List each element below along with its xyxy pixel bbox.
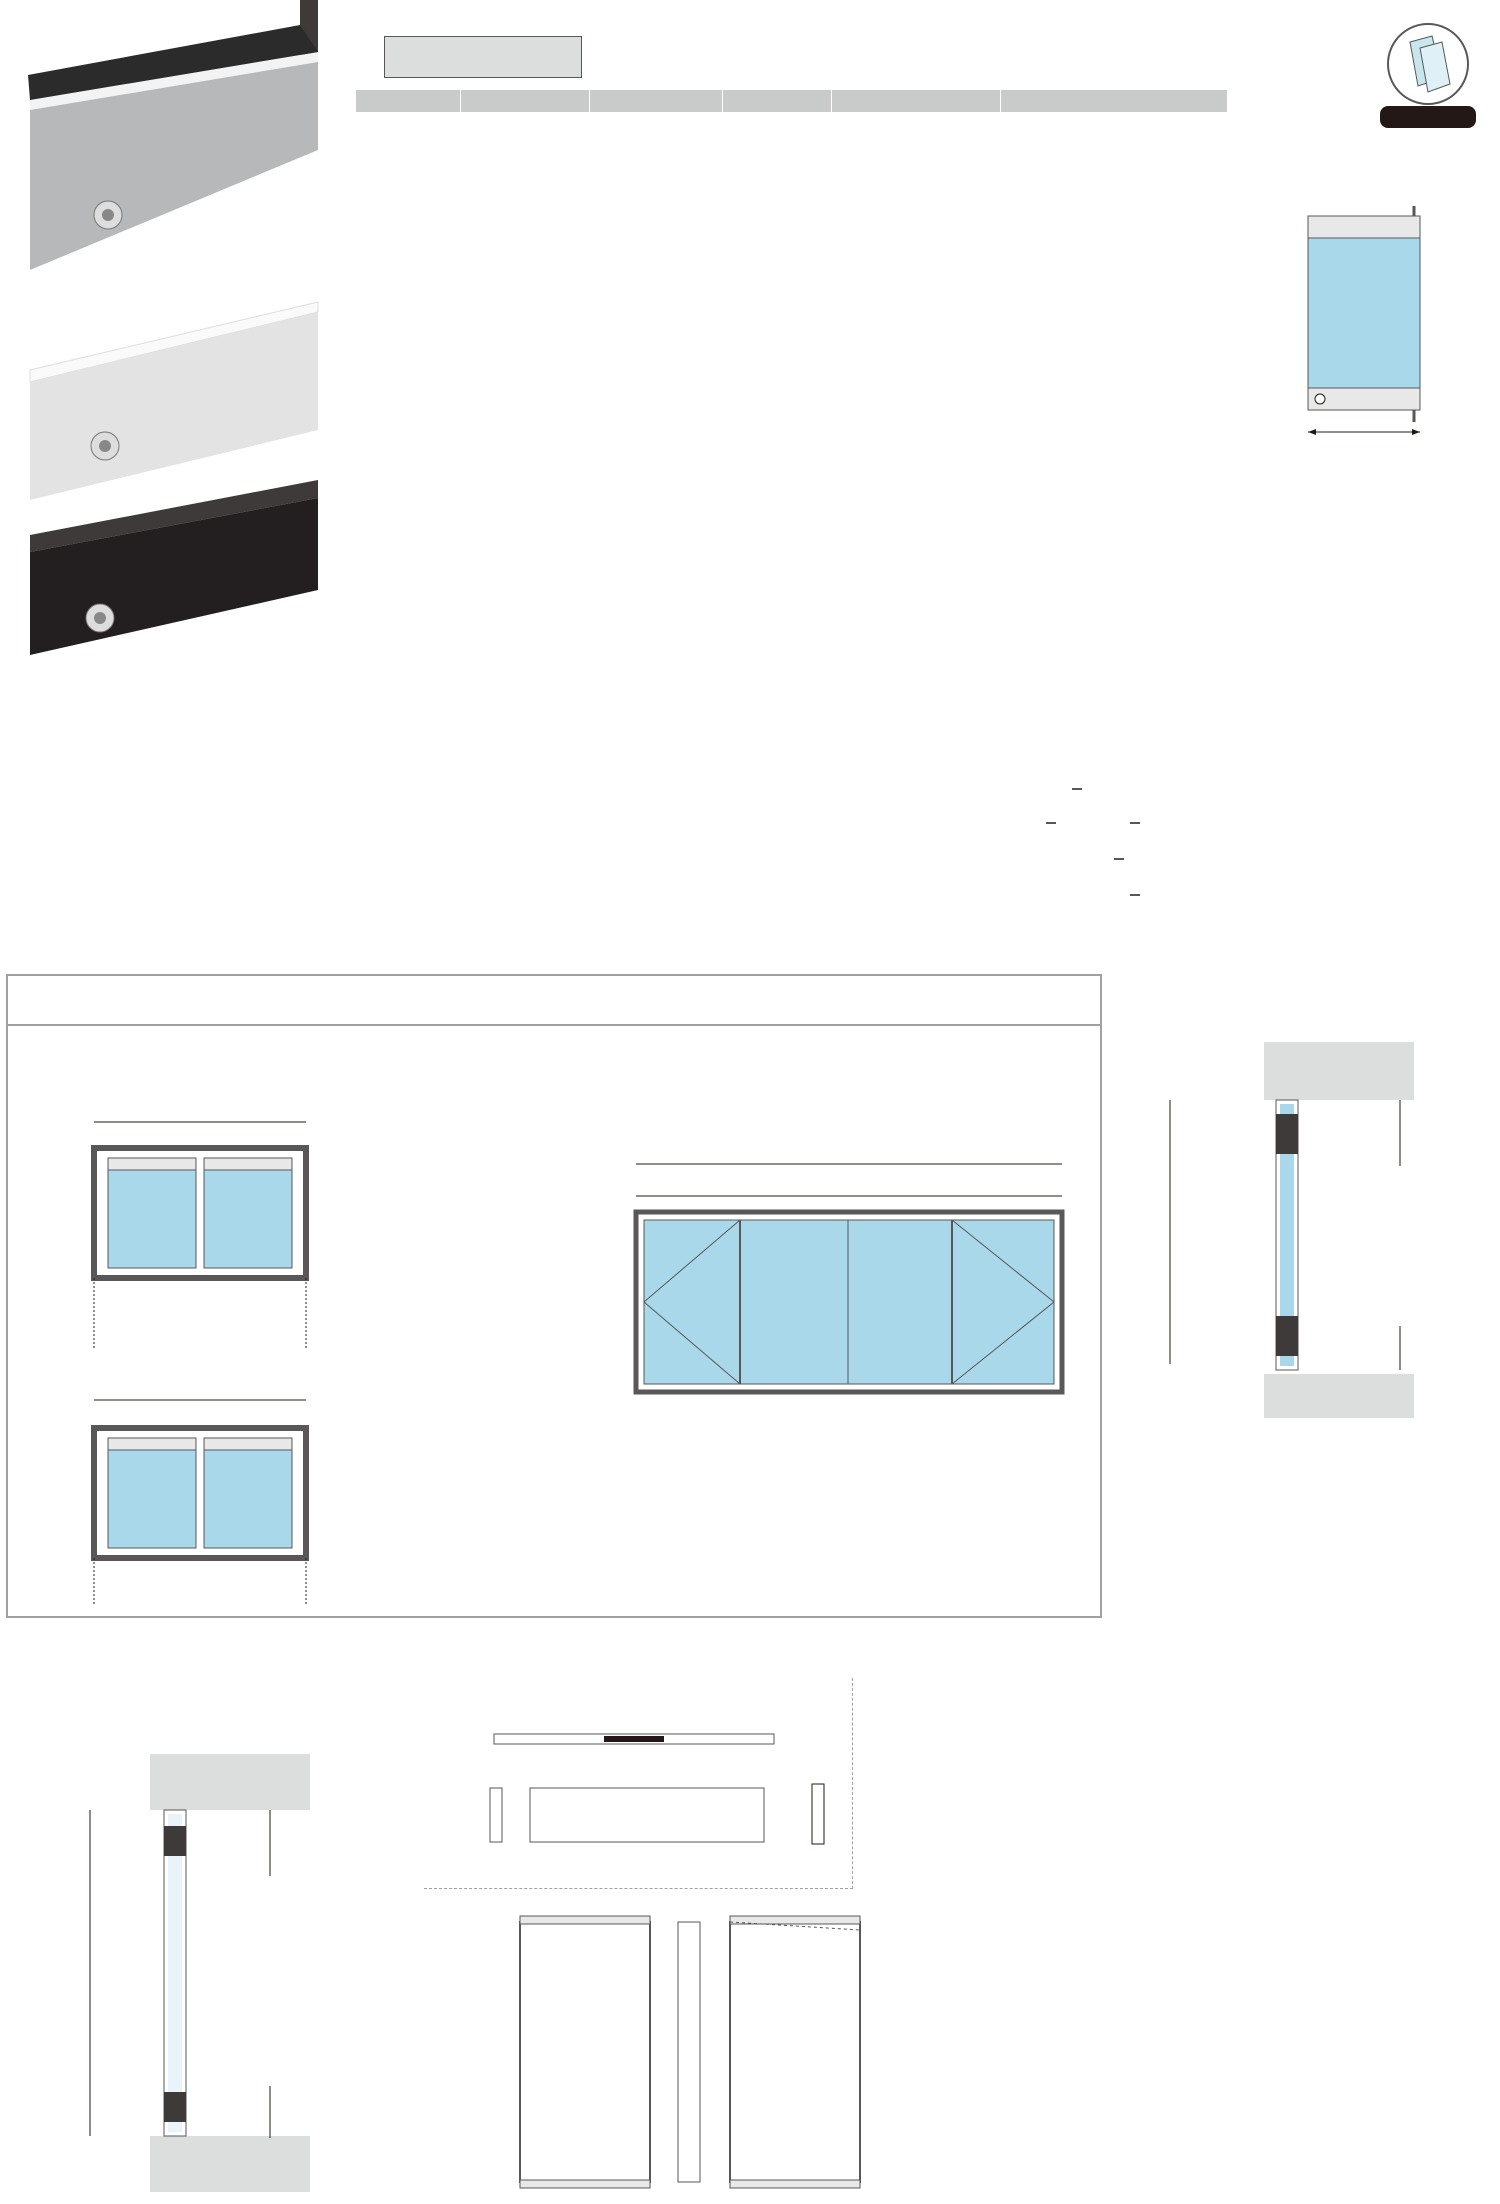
fix-drawing	[630, 1160, 1070, 1420]
hakama-box2	[1130, 822, 1140, 824]
body-drawing	[484, 1724, 784, 1864]
outer-dim-drawing	[1290, 200, 1440, 450]
glass-size-drawing	[1140, 1034, 1460, 1424]
col-thick	[590, 90, 723, 112]
body-profile	[810, 1782, 832, 1846]
col-price	[1001, 90, 1228, 112]
col-finish	[723, 90, 832, 112]
hakama-box1	[1046, 822, 1056, 824]
product-photo-hl	[0, 0, 340, 280]
col-code	[356, 90, 461, 112]
col-name	[461, 90, 590, 112]
spec-table	[356, 90, 1228, 112]
product-photo-black	[0, 440, 340, 680]
lock-box	[1114, 858, 1124, 860]
clearance-drawing-1	[80, 1118, 320, 1348]
material-badge	[384, 36, 582, 78]
min-unit-box	[1072, 788, 1082, 790]
mag-box	[1130, 894, 1140, 896]
glass-icon-label	[1380, 106, 1476, 128]
col-size	[832, 90, 1001, 112]
table-header-row	[356, 90, 1228, 112]
parts-drawing	[500, 1900, 870, 2200]
clearance-drawing-2	[80, 1396, 320, 1606]
fixset-section-drawing	[60, 1746, 320, 2196]
